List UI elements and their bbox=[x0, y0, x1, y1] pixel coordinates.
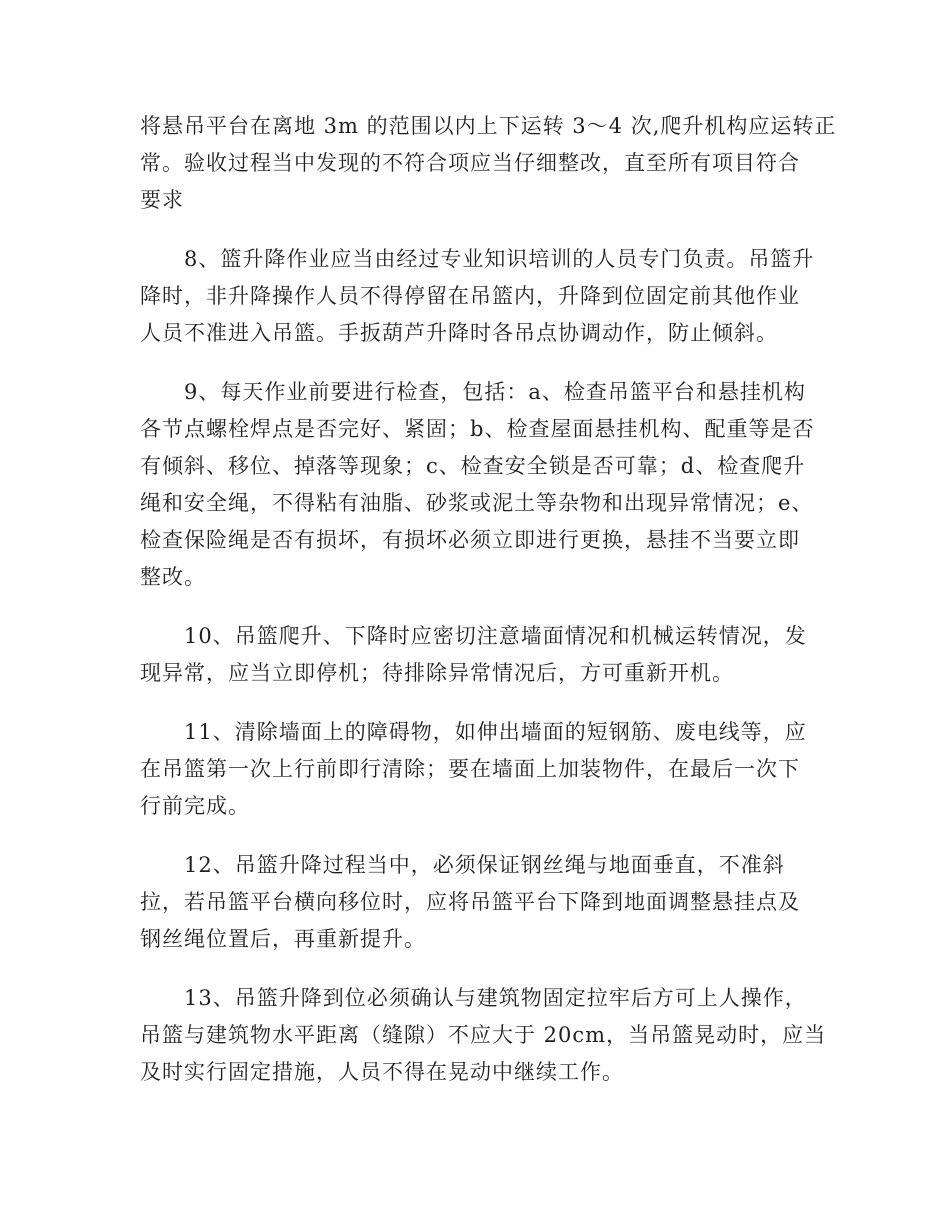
text-line: 拉，若吊篮平台横向移位时，应将吊篮平台下降到地面调整悬挂点及 bbox=[140, 890, 800, 914]
text-line: 钢丝绳位置后，再重新提升。 bbox=[140, 927, 426, 951]
text-line: 10、吊篮爬升、下降时应密切注意墙面情况和机械运转情况，发 bbox=[184, 624, 807, 648]
paragraph-item-9 bbox=[140, 374, 815, 596]
text-line: 常。验收过程当中发现的不符合项应当仔细整改，直至所有项目符合 bbox=[140, 151, 800, 175]
paragraph-item-8 bbox=[140, 241, 815, 352]
text-line: 人员不准进入吊篮。手扳葫芦升降时各吊点协调动作，防止倾斜。 bbox=[140, 321, 778, 345]
text-line: 9、每天作业前要进行检查，包括：a、检查吊篮平台和悬挂机构 bbox=[184, 380, 806, 404]
text-line: 13、吊篮升降到位必须确认与建筑物固定拉牢后方可上人操作， bbox=[184, 986, 807, 1010]
text-line: 有倾斜、移位、掉落等现象；c、检查安全锁是否可靠；d、检查爬升 bbox=[140, 454, 806, 478]
text-line: 12、吊篮升降过程当中，必须保证钢丝绳与地面垂直，不准斜 bbox=[184, 853, 785, 877]
text-line: 整改。 bbox=[140, 565, 206, 589]
text-line: 检查保险绳是否有损坏，有损坏必须立即进行更换，悬挂不当要立即 bbox=[140, 528, 800, 552]
paragraph-item-11 bbox=[140, 714, 807, 825]
text-line: 11、清除墙面上的障碍物，如伸出墙面的短钢筋、废电线等，应 bbox=[184, 720, 807, 744]
paragraph-continued bbox=[140, 108, 837, 219]
text-line: 绳和安全绳，不得粘有油脂、砂浆或泥土等杂物和出现异常情况；e、 bbox=[140, 491, 814, 515]
text-line: 要求 bbox=[140, 188, 184, 212]
text-line: 降时，非升降操作人员不得停留在吊篮内，升降到位固定前其他作业 bbox=[140, 284, 800, 308]
text-line: 将悬吊平台在离地 3m 的范围以内上下运转 3～4 次,爬升机构应运转正 bbox=[140, 114, 837, 138]
text-line: 吊篮与建筑物水平距离（缝隙）不应大于 20cm，当吊篮晃动时，应当 bbox=[140, 1023, 827, 1047]
text-line: 8、篮升降作业应当由经过专业知识培训的人员专门负责。吊篮升 bbox=[184, 247, 815, 271]
text-line: 行前完成。 bbox=[140, 794, 250, 818]
text-line: 现异常，应当立即停机；待排除异常情况后，方可重新开机。 bbox=[140, 661, 734, 685]
text-line: 及时实行固定措施，人员不得在晃动中继续工作。 bbox=[140, 1060, 624, 1084]
text-line: 各节点螺栓焊点是否完好、紧固；b、检查屋面悬挂机构、配重等是否 bbox=[140, 417, 815, 441]
document-body bbox=[140, 108, 837, 1113]
text-line: 在吊篮第一次上行前即行清除；要在墙面上加装物件，在最后一次下 bbox=[140, 757, 800, 781]
paragraph-item-12 bbox=[140, 847, 800, 958]
paragraph-item-10 bbox=[140, 618, 807, 692]
paragraph-item-13 bbox=[140, 980, 827, 1091]
